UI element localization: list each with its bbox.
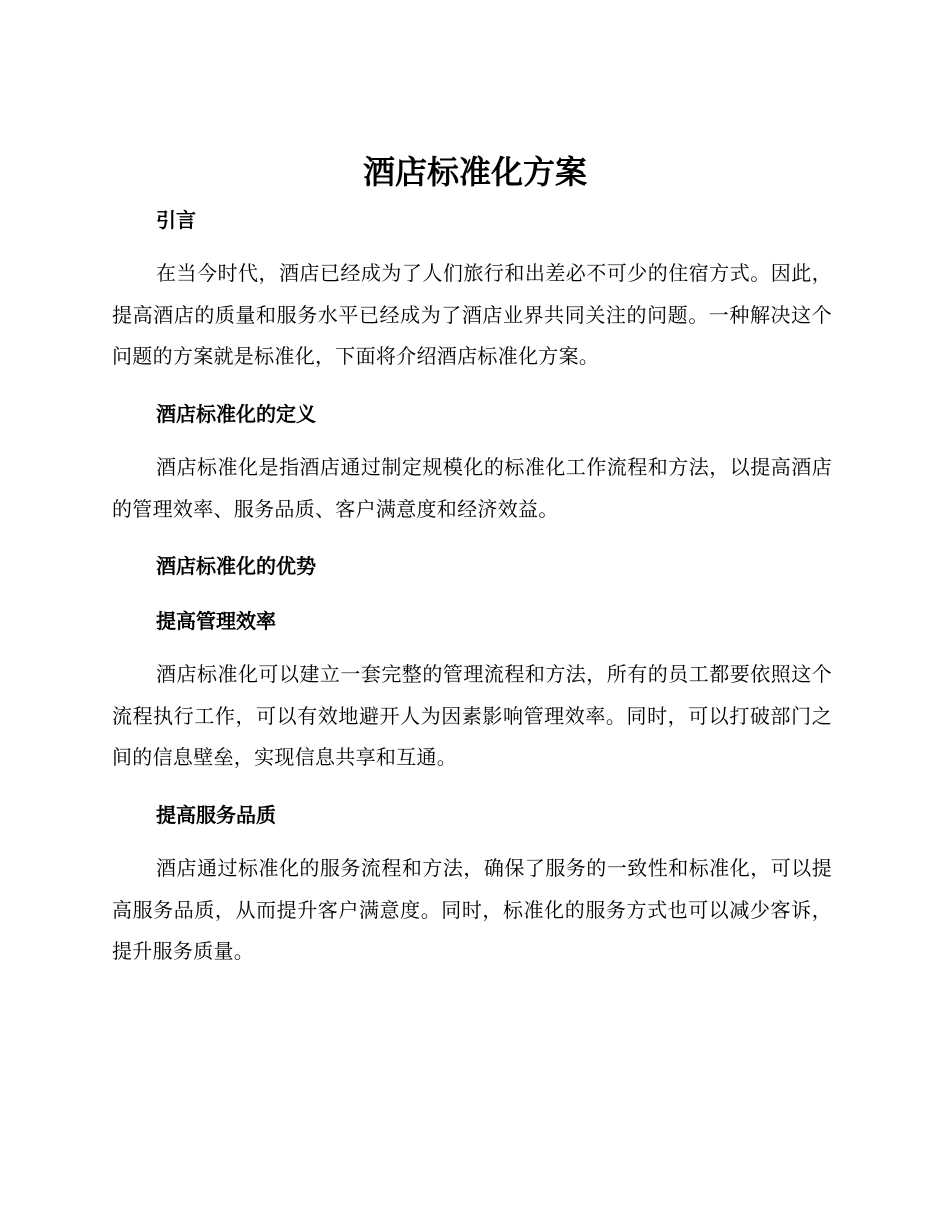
section-heading-advantages: 酒店标准化的优势 [156,554,316,578]
section-paragraph-service-quality: 酒店通过标准化的服务流程和方法，确保了服务的一致性和标准化，可以提高服务品质，从而提升客户满意度。同时，标准化的服务方式也可以减少客诉，提升服务质量。 [112,856,832,963]
section-paragraph-definition: 酒店标准化是指酒店通过制定规模化的标准化工作流程和方法，以提高酒店的管理效率、服务品质、客户满意度和经济效益。 [112,455,832,521]
section-paragraph-introduction: 在当今时代，酒店已经成为了人们旅行和出差必不可少的住宿方式。因此，提高酒店的质量和服务水平已经成为了酒店业界共同关注的问题。一种解决这个问题的方案就是标准化，下面将介绍酒店标准化方案。 [112,261,832,368]
section-heading-introduction: 引言 [156,208,196,232]
section-heading-service-quality: 提高服务品质 [156,803,276,827]
section-heading-management-efficiency: 提高管理效率 [156,609,276,633]
document-title: 酒店标准化方案 [362,153,587,191]
section-heading-definition: 酒店标准化的定义 [156,402,316,426]
section-paragraph-management-efficiency: 酒店标准化可以建立一套完整的管理流程和方法，所有的员工都要依照这个流程执行工作，可以有效地避开人为因素影响管理效率。同时，可以打破部门之间的信息壁垒，实现信息共享和互通。 [112,662,832,769]
